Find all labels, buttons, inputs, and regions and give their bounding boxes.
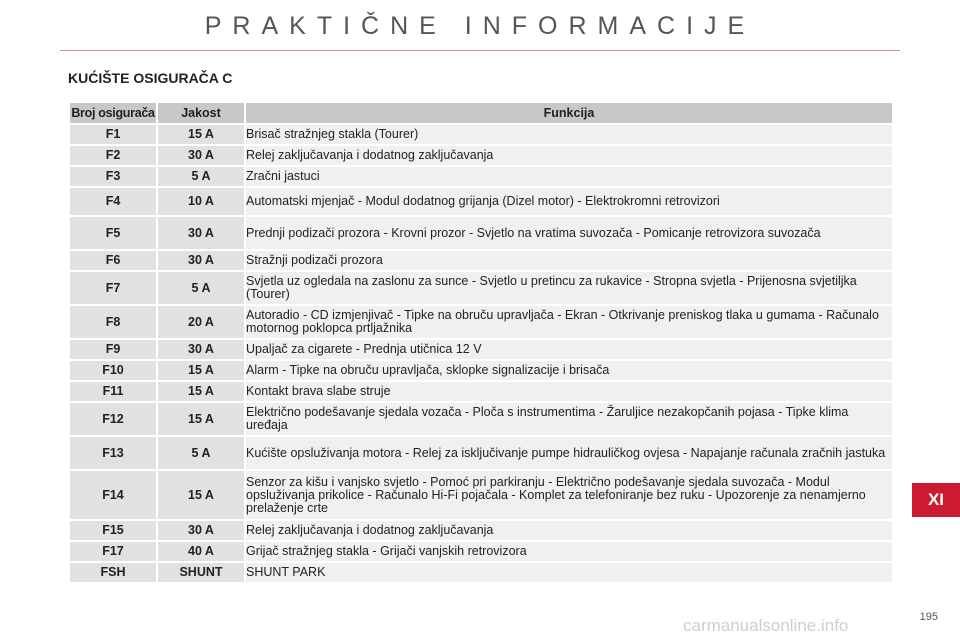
title-divider bbox=[60, 50, 900, 51]
fuse-function-cell: Električno podešavanje sjedala vozača - Ploča s instrumentima - Žaruljice nezakopčanih pojasa - Tipke klima uređaja bbox=[245, 402, 893, 436]
table-row bbox=[69, 360, 893, 381]
table-row bbox=[69, 541, 893, 562]
fuse-rating-cell: 5 A bbox=[157, 166, 245, 187]
table-row bbox=[69, 124, 893, 145]
fuse-rating-cell: 15 A bbox=[157, 470, 245, 520]
fuse-function-cell: Senzor za kišu i vanjsko svjetlo - Pomoć pri parkiranju - Električno podešavanje sjedala suvozača - Modul opsluživanja prikolice - Računalo Hi-Fi pojačala - Komplet za telefoniranje bez ruku - Upozorenje za nenamjerno prelaženje crte bbox=[245, 470, 893, 520]
fuse-rating-cell: SHUNT bbox=[157, 562, 245, 583]
table-row bbox=[69, 520, 893, 541]
column-header-rating: Jakost bbox=[157, 102, 245, 124]
fuse-rating-cell: 5 A bbox=[157, 271, 245, 305]
fuse-number-cell: F6 bbox=[69, 250, 157, 271]
fuse-number-cell: F11 bbox=[69, 381, 157, 402]
chapter-tab: XI bbox=[912, 483, 960, 517]
page-title: PRAKTIČNE INFORMACIJE bbox=[204, 12, 756, 40]
fuse-function-cell: Relej zaključavanja i dodatnog zaključavanja bbox=[245, 520, 893, 541]
table-row bbox=[69, 305, 893, 339]
fuse-rating-cell: 30 A bbox=[157, 216, 245, 250]
fuse-number-cell: F8 bbox=[69, 305, 157, 339]
fuse-rating-cell: 10 A bbox=[157, 187, 245, 216]
fuse-rating-cell: 5 A bbox=[157, 436, 245, 470]
fuse-function-cell: Kućište opsluživanja motora - Relej za isključivanje pumpe hidrauličkog ovjesa - Napajanje računala zračnih jastuka bbox=[245, 436, 893, 470]
table-row bbox=[69, 250, 893, 271]
watermark: carmanualsonline.info bbox=[683, 616, 849, 635]
table-row bbox=[69, 436, 893, 470]
fuse-number-cell: F15 bbox=[69, 520, 157, 541]
fuse-rating-cell: 30 A bbox=[157, 339, 245, 360]
fuse-rating-cell: 40 A bbox=[157, 541, 245, 562]
fuse-number-cell: FSH bbox=[69, 562, 157, 583]
table-row bbox=[69, 470, 893, 520]
fuse-rating-cell: 15 A bbox=[157, 381, 245, 402]
fuse-number-cell: F9 bbox=[69, 339, 157, 360]
fuse-number-cell: F2 bbox=[69, 145, 157, 166]
fuse-function-cell: Automatski mjenjač - Modul dodatnog grijanja (Dizel motor) - Elektrokromni retrovizori bbox=[245, 187, 893, 216]
fuse-function-cell: Prednji podizači prozora - Krovni prozor - Svjetlo na vratima suvozača - Pomicanje retrovizora suvozača bbox=[245, 216, 893, 250]
fuse-table bbox=[68, 101, 894, 584]
fuse-function-cell: Relej zaključavanja i dodatnog zaključavanja bbox=[245, 145, 893, 166]
fuse-function-cell: Autoradio - CD izmjenjivač - Tipke na obruču upravljača - Ekran - Otkrivanje preniskog tlaka u gumama - Računalo motornog poklopca prtljažnika bbox=[245, 305, 893, 339]
fuse-number-cell: F12 bbox=[69, 402, 157, 436]
fuse-number-cell: F5 bbox=[69, 216, 157, 250]
table-row bbox=[69, 216, 893, 250]
column-header-fuse-number: Broj osigurača bbox=[69, 102, 157, 124]
fuse-function-cell: Grijač stražnjeg stakla - Grijači vanjskih retrovizora bbox=[245, 541, 893, 562]
fuse-rating-cell: 15 A bbox=[157, 124, 245, 145]
section-heading: KUĆIŠTE OSIGURAČA C bbox=[68, 70, 233, 86]
fuse-rating-cell: 15 A bbox=[157, 360, 245, 381]
fuse-rating-cell: 15 A bbox=[157, 402, 245, 436]
table-row bbox=[69, 271, 893, 305]
table-row bbox=[69, 166, 893, 187]
table-row bbox=[69, 145, 893, 166]
table-row bbox=[69, 339, 893, 360]
table-row bbox=[69, 402, 893, 436]
fuse-rating-cell: 30 A bbox=[157, 520, 245, 541]
table-header-row bbox=[69, 102, 893, 124]
fuse-number-cell: F3 bbox=[69, 166, 157, 187]
fuse-function-cell: Zračni jastuci bbox=[245, 166, 893, 187]
fuse-number-cell: F1 bbox=[69, 124, 157, 145]
fuse-number-cell: F7 bbox=[69, 271, 157, 305]
fuse-number-cell: F17 bbox=[69, 541, 157, 562]
fuse-number-cell: F14 bbox=[69, 470, 157, 520]
fuse-function-cell: Stražnji podizači prozora bbox=[245, 250, 893, 271]
table-row bbox=[69, 562, 893, 583]
fuse-number-cell: F4 bbox=[69, 187, 157, 216]
table-row bbox=[69, 187, 893, 216]
fuse-function-cell: Svjetla uz ogledala na zaslonu za sunce - Svjetlo u pretincu za rukavice - Stropna svjetla - Prijenosna svjetiljka (Tourer) bbox=[245, 271, 893, 305]
page-number: 195 bbox=[919, 611, 938, 623]
fuse-table-body bbox=[69, 124, 893, 583]
fuse-rating-cell: 30 A bbox=[157, 250, 245, 271]
fuse-rating-cell: 20 A bbox=[157, 305, 245, 339]
column-header-function: Funkcija bbox=[245, 102, 893, 124]
fuse-function-cell: Kontakt brava slabe struje bbox=[245, 381, 893, 402]
fuse-rating-cell: 30 A bbox=[157, 145, 245, 166]
fuse-number-cell: F10 bbox=[69, 360, 157, 381]
fuse-function-cell: SHUNT PARK bbox=[245, 562, 893, 583]
fuse-number-cell: F13 bbox=[69, 436, 157, 470]
table-row bbox=[69, 381, 893, 402]
fuse-function-cell: Brisač stražnjeg stakla (Tourer) bbox=[245, 124, 893, 145]
fuse-function-cell: Upaljač za cigarete - Prednja utičnica 12 V bbox=[245, 339, 893, 360]
fuse-function-cell: Alarm - Tipke na obruču upravljača, sklopke signalizacije i brisača bbox=[245, 360, 893, 381]
